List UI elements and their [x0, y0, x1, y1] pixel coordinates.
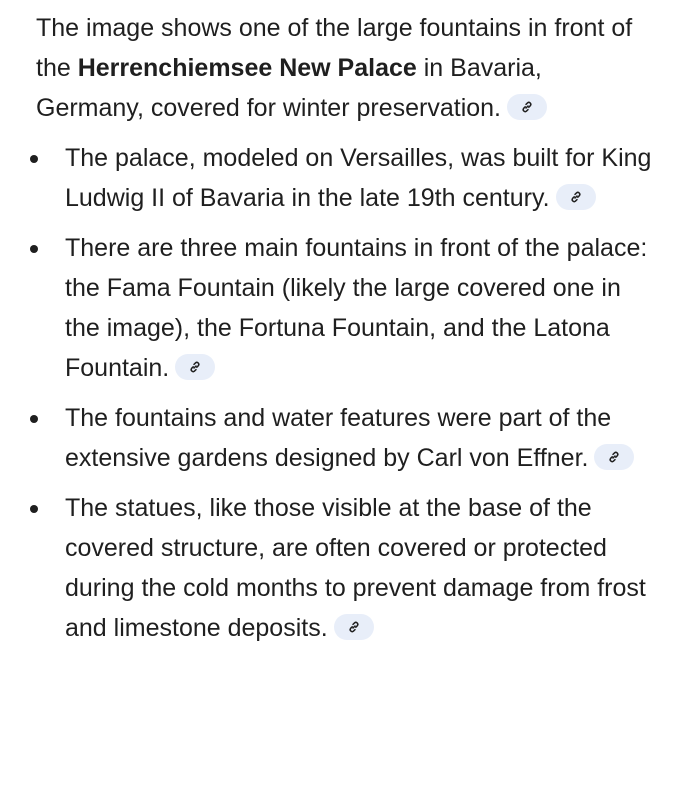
list-item-text: The palace, modeled on Versailles, was built for King Ludwig II of Bavaria in the late 19th century.: [65, 144, 652, 212]
intro-bold-subject: Herrenchiemsee New Palace: [77, 54, 417, 82]
link-icon: [520, 100, 534, 114]
link-icon: [607, 450, 621, 464]
intro-paragraph: [36, 8, 655, 128]
citation-chip[interactable]: [175, 354, 215, 380]
bullet-dot: [30, 245, 38, 253]
citation-chip[interactable]: [556, 184, 596, 210]
list-item: [36, 488, 655, 648]
link-icon: [188, 360, 202, 374]
list-item-text: There are three main fountains in front of the palace: the Fama Fountain (likely the large covered one in the image), the Fortuna Fountain, and the Latona Fountain.: [65, 234, 648, 382]
bullet-dot: [30, 155, 38, 163]
citation-chip[interactable]: [334, 614, 374, 640]
bullet-dot: [30, 505, 38, 513]
list-item: [36, 138, 655, 218]
list-item: [36, 228, 655, 388]
link-icon: [569, 190, 583, 204]
bullet-dot: [30, 415, 38, 423]
bullet-list: [36, 138, 655, 648]
intro-text-before: The image shows one of the large fountains in front of the: [36, 14, 633, 82]
link-icon: [347, 620, 361, 634]
list-item: [36, 398, 655, 478]
citation-chip[interactable]: [507, 94, 547, 120]
citation-chip[interactable]: [594, 444, 634, 470]
intro-text-after: in Bavaria, Germany, covered for winter preservation.: [36, 54, 542, 122]
list-item-text: The statues, like those visible at the base of the covered structure, are often covered or protected during the cold months to prevent damage from frost and limestone deposits.: [65, 494, 646, 642]
list-item-text: The fountains and water features were part of the extensive gardens designed by Carl von Effner.: [65, 404, 612, 472]
